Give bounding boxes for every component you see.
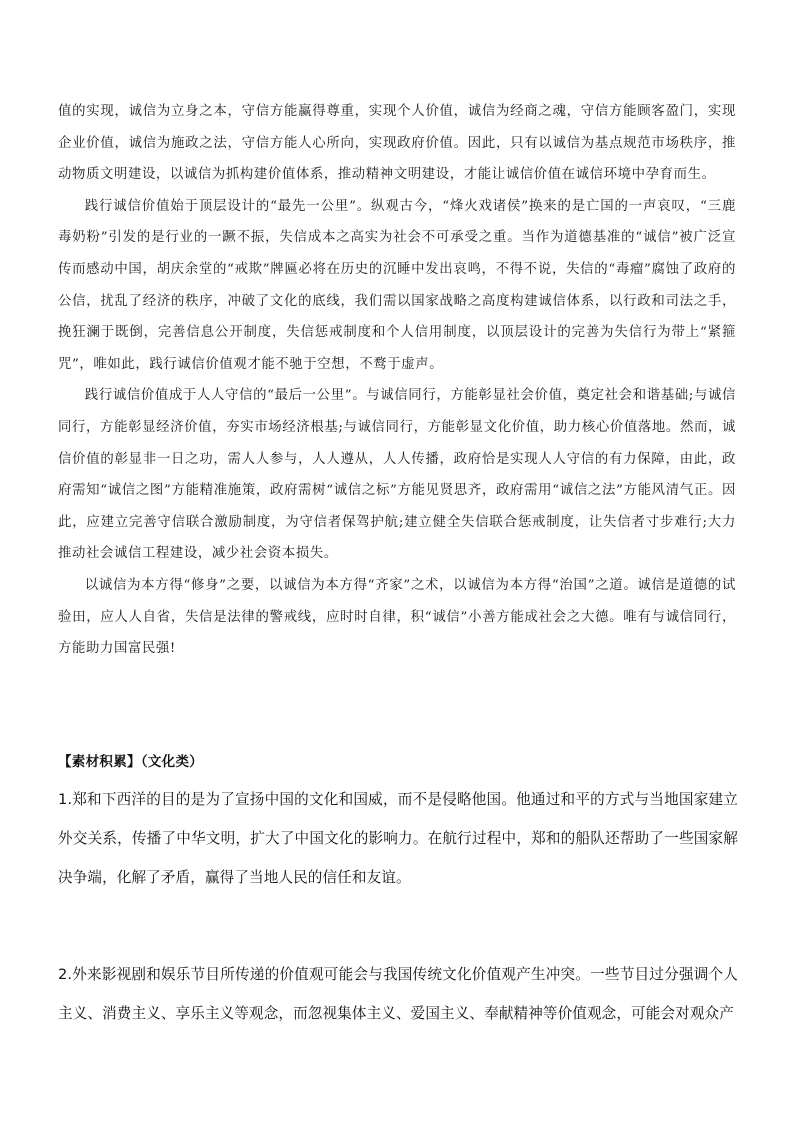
material-section xyxy=(58,752,738,1023)
essay-paragraph: 践行诚信价值成于人人守信的“最后一公里”。与诚信同行，方能彰显社会价值，奠定社会和谐基础;与诚信同行，方能彰显经济价值，夯实市场经济根基;与诚信同行，方能彰显文化价值，助力核心价值落地。然而，诚信价值的彰显非一日之功，需人人参与，人人遵从，人人传播，政府恰是实现人人守信的有力保障，由此，政府需知“诚信之图”方能精准施策，政府需树“诚信之标”方能见贤思齐，政府需用“诚信之法”方能风清气正。因此，应建立完善守信联合激励制度，为守信者保驾护航;建立健全失信联合惩戒制度，让失信者寸步难行;大力推动社会诚信工程建设，减少社会资本损失。 xyxy=(58,388,736,562)
section-heading-sub: （文化类） xyxy=(140,754,204,770)
section-heading-main: 【素材积累】 xyxy=(58,754,141,770)
section-heading xyxy=(58,752,738,772)
material-item: 1.郑和下西洋的目的是为了宣扬中国的文化和国威，而不是侵略他国。他通过和平的方式与当地国家建立外交关系，传播了中华文明，扩大了中国文化的影响力。在航行过程中，郑和的船队还帮助了一些国家解决争端，化解了矛盾，赢得了当地人民的信任和友谊。 xyxy=(58,791,738,887)
essay-paragraph: 践行诚信价值始于顶层设计的“最先一公里”。纵观古今，“烽火戏诸侯”换来的是亡国的一声哀叹，“三鹿毒奶粉”引发的是行业的一蹶不振，失信成本之高实为社会不可承受之重。当作为道德基准的“诚信”被广泛宣传而感动中国，胡庆余堂的“戒欺”牌匾必将在历史的沉睡中发出哀鸣，不得不说，失信的“毒瘤”腐蚀了政府的公信，扰乱了经济的秩序，冲破了文化的底线，我们需以国家战略之高度构建诚信体系，以行政和司法之手，挽狂澜于既倒，完善信息公开制度，失信惩戒制度和个人信用制度，以顶层设计的完善为失信行为带上“紧箍咒”，唯如此，践行诚信价值观才能不驰于空想，不鹜于虚声。 xyxy=(58,198,736,372)
essay-body xyxy=(58,96,736,665)
material-item: 2.外来影视剧和娱乐节目所传递的价值观可能会与我国传统文化价值观产生冲突。一些节目过分强调个人主义、消费主义、享乐主义等观念，而忽视集体主义、爱国主义、奉献精神等价值观念，可能会对观众产 xyxy=(58,966,738,1023)
essay-paragraph: 以诚信为本方得“修身”之要，以诚信为本方得“齐家”之术，以诚信为本方得“治国”之道。诚信是道德的试验田，应人人自省，失信是法律的警戒线，应时时自律，积“诚信”小善方能成社会之大德。唯有与诚信同行，方能助力国富民强! xyxy=(58,577,736,657)
essay-paragraph: 值的实现，诚信为立身之本，守信方能赢得尊重，实现个人价值，诚信为经商之魂，守信方能顾客盈门，实现企业价值，诚信为施政之法，守信方能人心所向，实现政府价值。因此，只有以诚信为基点规范市场秩序，推动物质文明建设，以诚信为抓构建价值体系，推动精神文明建设，才能让诚信价值在诚信环境中孕育而生。 xyxy=(58,104,736,183)
